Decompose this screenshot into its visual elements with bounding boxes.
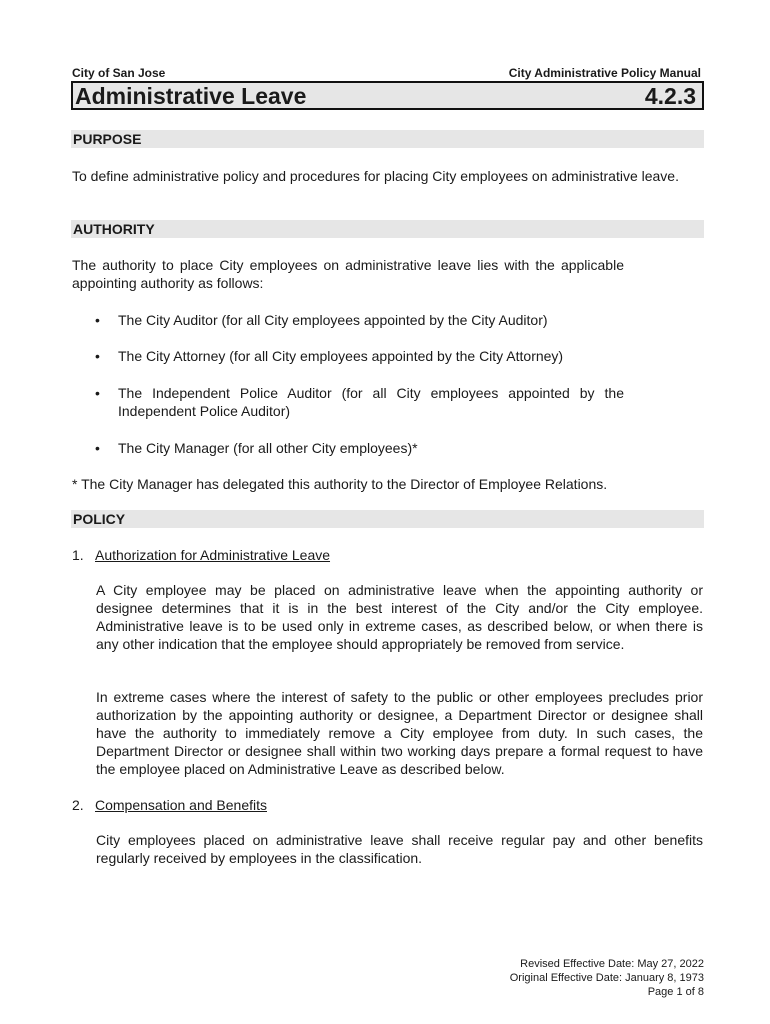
item-label: Authorization for Administrative Leave bbox=[95, 547, 331, 563]
policy-item-heading bbox=[72, 546, 330, 564]
purpose-text: To define administrative policy and procedures for placing City employees on administrative leave. bbox=[72, 168, 679, 184]
bullet-text: The City Manager (for all other City employees)* bbox=[118, 440, 418, 456]
authority-intro: The authority to place City employees on administrative leave lies with the applicable appointing authority as follows: bbox=[72, 257, 624, 291]
policy-paragraph: A City employee may be placed on administrative leave when the appointing authority or designee determines that it is in the best interest of the City and/or the City employee. Administrative leave is to be used only in extreme cases, as described below, or when there is any other indication that the employee should appropriately be removed from service. bbox=[96, 582, 703, 652]
page-footer bbox=[510, 957, 704, 999]
original-date: Original Effective Date: January 8, 1973 bbox=[509, 972, 704, 984]
policy-paragraph: City employees placed on administrative leave shall receive regular pay and other benefits regularly received by employees in the classification. bbox=[96, 832, 703, 866]
manual-name: City Administrative Policy Manual bbox=[508, 66, 701, 80]
revised-date: Revised Effective Date: May 27, 2022 bbox=[520, 958, 704, 970]
bullet-text: The City Auditor (for all City employees appointed by the City Auditor) bbox=[118, 312, 548, 328]
bullet-icon: • bbox=[95, 440, 100, 456]
page-number: Page 1 of 8 bbox=[647, 986, 704, 998]
running-header bbox=[71, 66, 704, 80]
item-number: 2. bbox=[72, 797, 84, 813]
policy-number: 4.2.3 bbox=[644, 83, 696, 109]
title-box bbox=[71, 81, 704, 110]
bullet-text: The City Attorney (for all City employees appointed by the City Attorney) bbox=[118, 348, 564, 364]
policy-paragraph: In extreme cases where the interest of safety to the public or other employees precludes prior authorization by the appointing authority or designee, a Department Director or designee shall have the authority to immediately remove a City employee from duty. In such cases, the Department Director or designee shall within two working days prepare a formal request to have the employee placed on Administrative Leave as described below. bbox=[96, 689, 703, 777]
bullet-icon: • bbox=[95, 312, 100, 328]
bullet-icon: • bbox=[95, 385, 100, 401]
authority-note: * The City Manager has delegated this authority to the Director of Employee Relations. bbox=[72, 476, 608, 492]
section-heading-purpose: PURPOSE bbox=[71, 130, 704, 148]
item-number: 1. bbox=[72, 547, 84, 563]
org-name: City of San Jose bbox=[72, 66, 166, 80]
bullet-icon: • bbox=[95, 348, 100, 364]
policy-item-heading bbox=[72, 796, 267, 814]
section-heading-authority: AUTHORITY bbox=[71, 220, 704, 238]
section-heading-policy: POLICY bbox=[71, 510, 704, 528]
bullet-text: The Independent Police Auditor (for all City employees appointed by the Independent Police Auditor) bbox=[118, 385, 624, 419]
page-title: Administrative Leave bbox=[75, 83, 307, 109]
item-label: Compensation and Benefits bbox=[95, 797, 267, 813]
